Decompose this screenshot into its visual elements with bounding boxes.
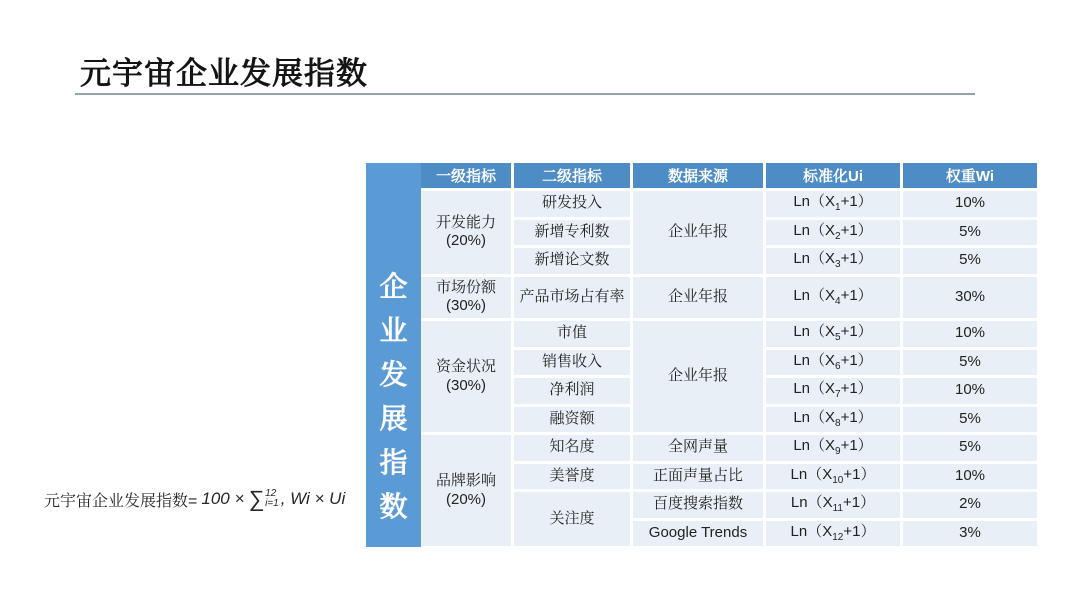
table-wrap [418,160,1040,549]
cell-std: $Ln(X_{11}+1)$ [766,492,900,518]
page-title: 元宇宙企业发展指数 [80,56,368,91]
cell-level2: 销售收入 [514,350,630,376]
side-banner-char: 业 [379,315,408,346]
cell-level1-group [421,277,511,319]
cell-level2: 产品市场占有率 [514,277,630,319]
cell-weight: 5% [903,407,1037,433]
side-banner [366,163,421,547]
std-subscript: 5 [835,332,841,343]
cell-source: 企业年报 [633,277,763,319]
side-banner-char: 企 [379,271,408,302]
cell-std: $Ln(X_8+1)$ [766,407,900,433]
sigma-limits [265,489,279,509]
table-row [421,464,1037,490]
level1-name: 资金状况 [435,357,496,375]
formula-label: 元宇宙企业发展指数= [44,492,198,510]
side-banner-char: 数 [379,491,408,522]
cell-weight: 5% [903,220,1037,246]
cell-level2: 美誉度 [514,464,630,490]
cell-std: $Ln(X_3+1)$ [766,248,900,274]
table-row [421,435,1037,461]
col-header-level2: 二级指标 [514,163,630,188]
level1-weight: (20%) [445,490,486,508]
cell-level1-group [421,191,511,274]
std-subscript: 12 [832,531,844,543]
cell-level2: 新增专利数 [514,220,630,246]
side-banner-char: 指 [379,447,408,478]
level1-weight: (30%) [445,376,486,394]
cell-weight: 5% [903,248,1037,274]
sigma-lower-limit: i=1 [265,498,279,509]
std-subscript: 8 [835,417,841,429]
table-row [421,492,1037,518]
formula-factor: 100 × [201,489,245,508]
cell-std: $Ln(X_9+1)$ [766,435,900,461]
col-header-level1: 一级指标 [421,163,511,188]
cell-std: $Ln(X_2+1)$ [766,220,900,246]
cell-level2: 新增论文数 [514,248,630,274]
cell-source: 百度搜索指数 [633,492,763,518]
cell-level2: 净利润 [514,378,630,404]
side-banner-char: 展 [379,403,408,434]
side-banner-char: 发 [379,359,408,390]
table-row [421,277,1037,319]
std-subscript: 9 [835,446,841,457]
std-subscript: 2 [835,230,841,242]
level1-name: 市场份额 [435,278,496,296]
cell-level2: 市值 [514,321,630,347]
std-subscript: 11 [832,503,843,514]
cell-source: Google Trends [633,521,763,547]
cell-weight: 10% [903,191,1037,217]
table-body [421,191,1037,546]
cell-weight: 30% [903,277,1037,319]
cell-std: $Ln(X_6+1)$ [766,350,900,376]
cell-std: $Ln(X_{10}+1)$ [766,464,900,490]
cell-weight: 5% [903,350,1037,376]
cell-source: 全网声量 [633,435,763,461]
formula-tail: , Wi × Ui [280,489,346,508]
cell-weight: 2% [903,492,1037,518]
level1-name: 开发能力 [435,213,496,231]
std-subscript: 7 [835,389,841,400]
header-row [421,163,1037,188]
index-formula [44,486,345,512]
title-divider [75,93,975,95]
cell-level2: 研发投入 [514,191,630,217]
sigma-symbol: ∑ [248,486,265,511]
formula-math [201,486,345,512]
cell-level2: 关注度 [514,492,630,546]
cell-level2: 知名度 [514,435,630,461]
cell-weight: 10% [903,464,1037,490]
cell-weight: 10% [903,321,1037,347]
table-header [421,163,1037,188]
cell-std: $Ln(X_5+1)$ [766,321,900,347]
cell-std: $Ln(X_{12}+1)$ [766,521,900,547]
cell-std: $Ln(X_7+1)$ [766,378,900,404]
col-header-weight: 权重Wi [903,163,1037,188]
level1-name: 品牌影响 [435,471,496,489]
cell-source: 正面声量占比 [633,464,763,490]
sigma-upper-limit: 12 [265,488,277,499]
col-header-std: 标准化Ui [766,163,900,188]
level1-weight: (30%) [445,297,486,315]
level1-weight: (20%) [445,232,486,250]
cell-weight: 5% [903,435,1037,461]
cell-source: 企业年报 [633,321,763,432]
std-subscript: 1 [835,202,841,213]
cell-level1-group [421,321,511,432]
cell-std: $Ln(X_1+1)$ [766,191,900,217]
cell-weight: 3% [903,521,1037,547]
cell-level2: 融资额 [514,407,630,433]
std-subscript: 4 [835,295,841,307]
cell-std: $Ln(X_4+1)$ [766,277,900,319]
col-header-source: 数据来源 [633,163,763,188]
table-row [421,321,1037,347]
table-row [421,191,1037,217]
cell-level1-group [421,435,511,546]
cell-source: 企业年报 [633,191,763,274]
indicator-table [418,160,1040,549]
cell-weight: 10% [903,378,1037,404]
std-subscript: 3 [835,259,841,270]
std-subscript: 10 [832,474,844,486]
std-subscript: 6 [835,360,841,372]
